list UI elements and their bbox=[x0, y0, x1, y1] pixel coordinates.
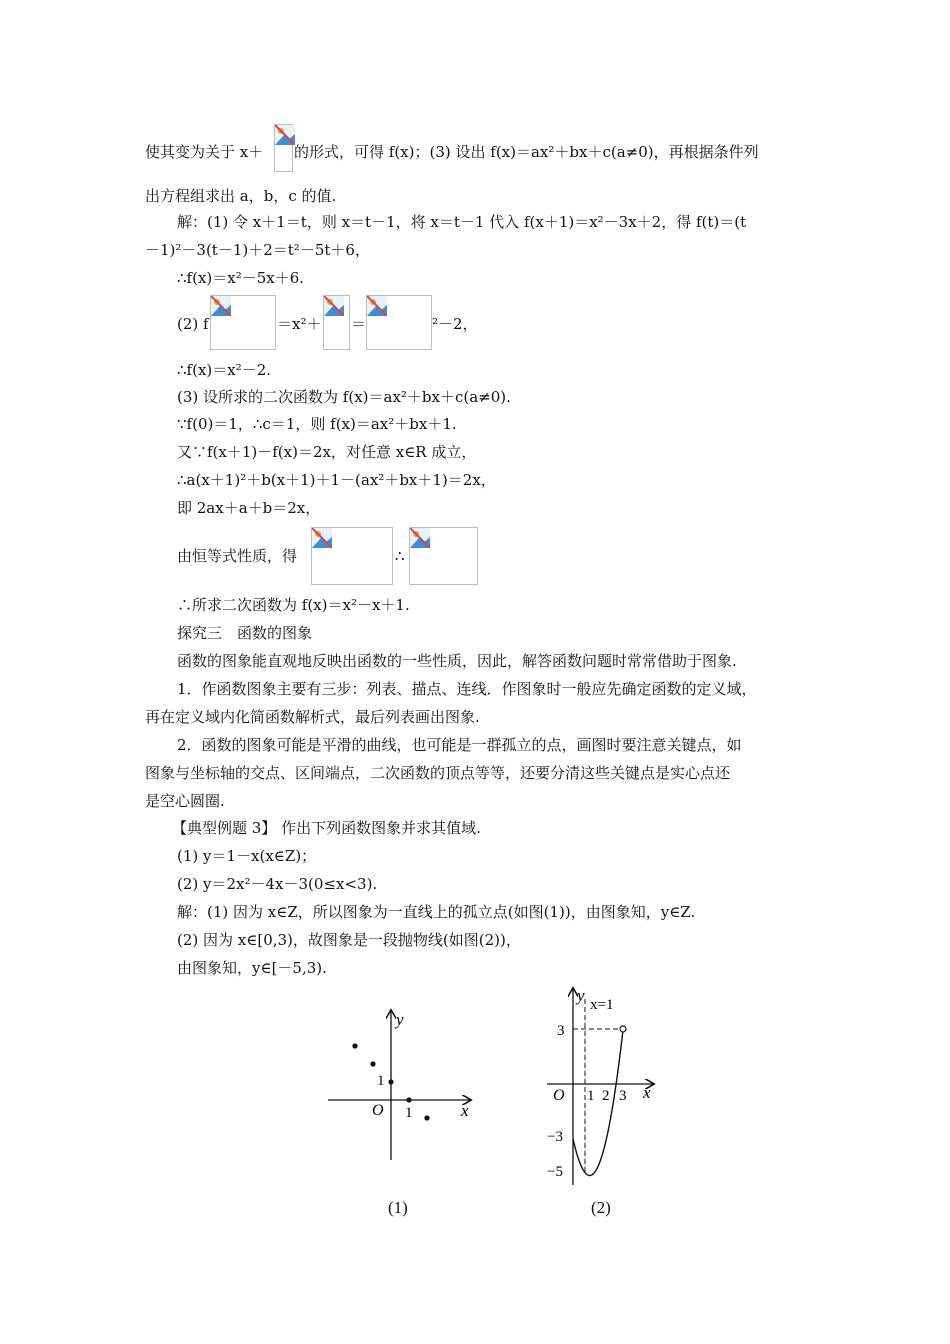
text-line: 2．函数的图象可能是平滑的曲线，也可能是一群孤立的点，画图时要注意关键点，如 bbox=[177, 736, 742, 754]
figure-2-graph bbox=[535, 985, 665, 1190]
text-line: 再在定义域内化简函数解析式，最后列表画出图象. bbox=[145, 708, 480, 726]
text-line: (2) f bbox=[177, 315, 209, 333]
text-line: ＝x²＋ bbox=[277, 315, 322, 333]
text-line: ＝ bbox=[351, 315, 367, 333]
formula-image bbox=[274, 124, 293, 172]
text-line: 由图象知，y∈[－5,3). bbox=[177, 959, 327, 977]
graph-point bbox=[352, 1043, 357, 1048]
text-line: 即 2ax＋a＋b＝2x， bbox=[177, 499, 321, 517]
text-line: ∴ bbox=[395, 547, 405, 565]
text-line: ∴a(x＋1)²＋b(x＋1)＋1－(ax²＋bx＋1)＝2x， bbox=[177, 471, 496, 489]
broken-image-icon bbox=[312, 528, 332, 548]
graph-point bbox=[406, 1097, 411, 1102]
text-line: ∵f(0)＝1，∴c＝1，则 f(x)＝ax²＋bx＋1. bbox=[177, 415, 457, 433]
broken-image-icon bbox=[275, 125, 295, 145]
figure-1-caption: (1) bbox=[388, 1198, 408, 1217]
text-line: 由恒等式性质，得 bbox=[177, 547, 298, 565]
graph-point bbox=[424, 1115, 429, 1120]
y-tick-label: 1 bbox=[377, 1073, 385, 1089]
graph-point bbox=[388, 1079, 393, 1084]
broken-image-icon bbox=[211, 296, 231, 316]
text-line: 解：(1) 令 x＋1＝t，则 x＝t－1，将 x＝t－1 代入 f(x＋1)＝x²－3x＋2，得 f(t)＝(t bbox=[177, 213, 747, 231]
formula-image bbox=[311, 527, 393, 585]
parabola-curve bbox=[573, 1029, 623, 1175]
y-axis-label: y bbox=[396, 1010, 404, 1029]
text-line: 图象与坐标轴的交点、区间端点，二次函数的顶点等等，还要分清这些关键点是实心点还 bbox=[145, 764, 731, 782]
y-axis-label: y bbox=[577, 986, 585, 1005]
text-line: －1)²－3(t－1)＋2＝t²－5t＋6， bbox=[145, 241, 370, 259]
text-line: 的形式，可得 f(x)；(3) 设出 f(x)＝ax²＋bx＋c(a≠0)，再根据条件列 bbox=[294, 143, 759, 161]
text-line: ∴f(x)＝x²－5x＋6. bbox=[177, 269, 305, 287]
formula-image bbox=[210, 295, 276, 350]
text-line: 函数的图象能直观地反映出函数的一些性质，因此，解答函数问题时常常借助于图象. bbox=[177, 652, 737, 670]
broken-image-icon bbox=[324, 296, 344, 316]
x-tick-label: 1 bbox=[587, 1088, 595, 1104]
figure-2-caption: (2) bbox=[591, 1198, 611, 1217]
figure-1-graph bbox=[320, 1005, 480, 1165]
text-line: 是空心圆圈. bbox=[145, 792, 225, 810]
line-label: x=1 bbox=[590, 997, 614, 1013]
formula-image bbox=[323, 295, 350, 350]
text-line: ²－2， bbox=[432, 315, 478, 333]
text-line: ∴所求二次函数为 f(x)＝x²－x＋1. bbox=[177, 596, 410, 614]
text-line: 出方程组求出 a，b，c 的值. bbox=[145, 187, 337, 205]
text-line: 1．作函数图象主要有三步：列表、描点、连线．作图象时一般应先确定函数的定义域， bbox=[177, 680, 757, 698]
text-line: (3) 设所求的二次函数为 f(x)＝ax²＋bx＋c(a≠0). bbox=[177, 388, 511, 406]
text-line: (2) 因为 x∈[0,3)，故图象是一段抛物线(如图(2))， bbox=[177, 931, 521, 949]
broken-image-icon bbox=[410, 528, 430, 548]
open-endpoint bbox=[620, 1026, 626, 1032]
origin-label: O bbox=[553, 1087, 565, 1104]
broken-image-icon bbox=[367, 296, 387, 316]
x-axis-label: x bbox=[643, 1083, 651, 1102]
section-heading: 探究三 函数的图象 bbox=[177, 624, 313, 642]
x-tick-label: 2 bbox=[602, 1088, 610, 1104]
y-tick-label: 3 bbox=[557, 1023, 565, 1039]
text-line: (1) y＝1－x(x∈Z)； bbox=[177, 847, 317, 865]
text-line: 使其变为关于 x＋ bbox=[145, 143, 264, 161]
x-axis-label: x bbox=[461, 1101, 469, 1120]
text-line: 解：(1) 因为 x∈Z，所以图象为一直线上的孤立点(如图(1))，由图象知，y∈Z. bbox=[177, 903, 696, 921]
formula-image bbox=[409, 527, 478, 585]
graph-point bbox=[370, 1061, 375, 1066]
text-line: 又∵f(x＋1)－f(x)＝2x，对任意 x∈R 成立， bbox=[177, 443, 477, 461]
text-line: ∴f(x)＝x²－2. bbox=[177, 361, 272, 379]
origin-label: O bbox=[372, 1102, 384, 1119]
x-tick-label: 1 bbox=[405, 1105, 413, 1121]
example-heading: 【典型例题 3】 作出下列函数图象并求其值域. bbox=[172, 819, 481, 837]
y-tick-label: −3 bbox=[547, 1129, 563, 1145]
text-line: (2) y＝2x²－4x－3(0≤x<3). bbox=[177, 875, 378, 893]
formula-image bbox=[366, 295, 432, 350]
x-tick-label: 3 bbox=[619, 1088, 627, 1104]
y-tick-label: −5 bbox=[547, 1164, 563, 1180]
